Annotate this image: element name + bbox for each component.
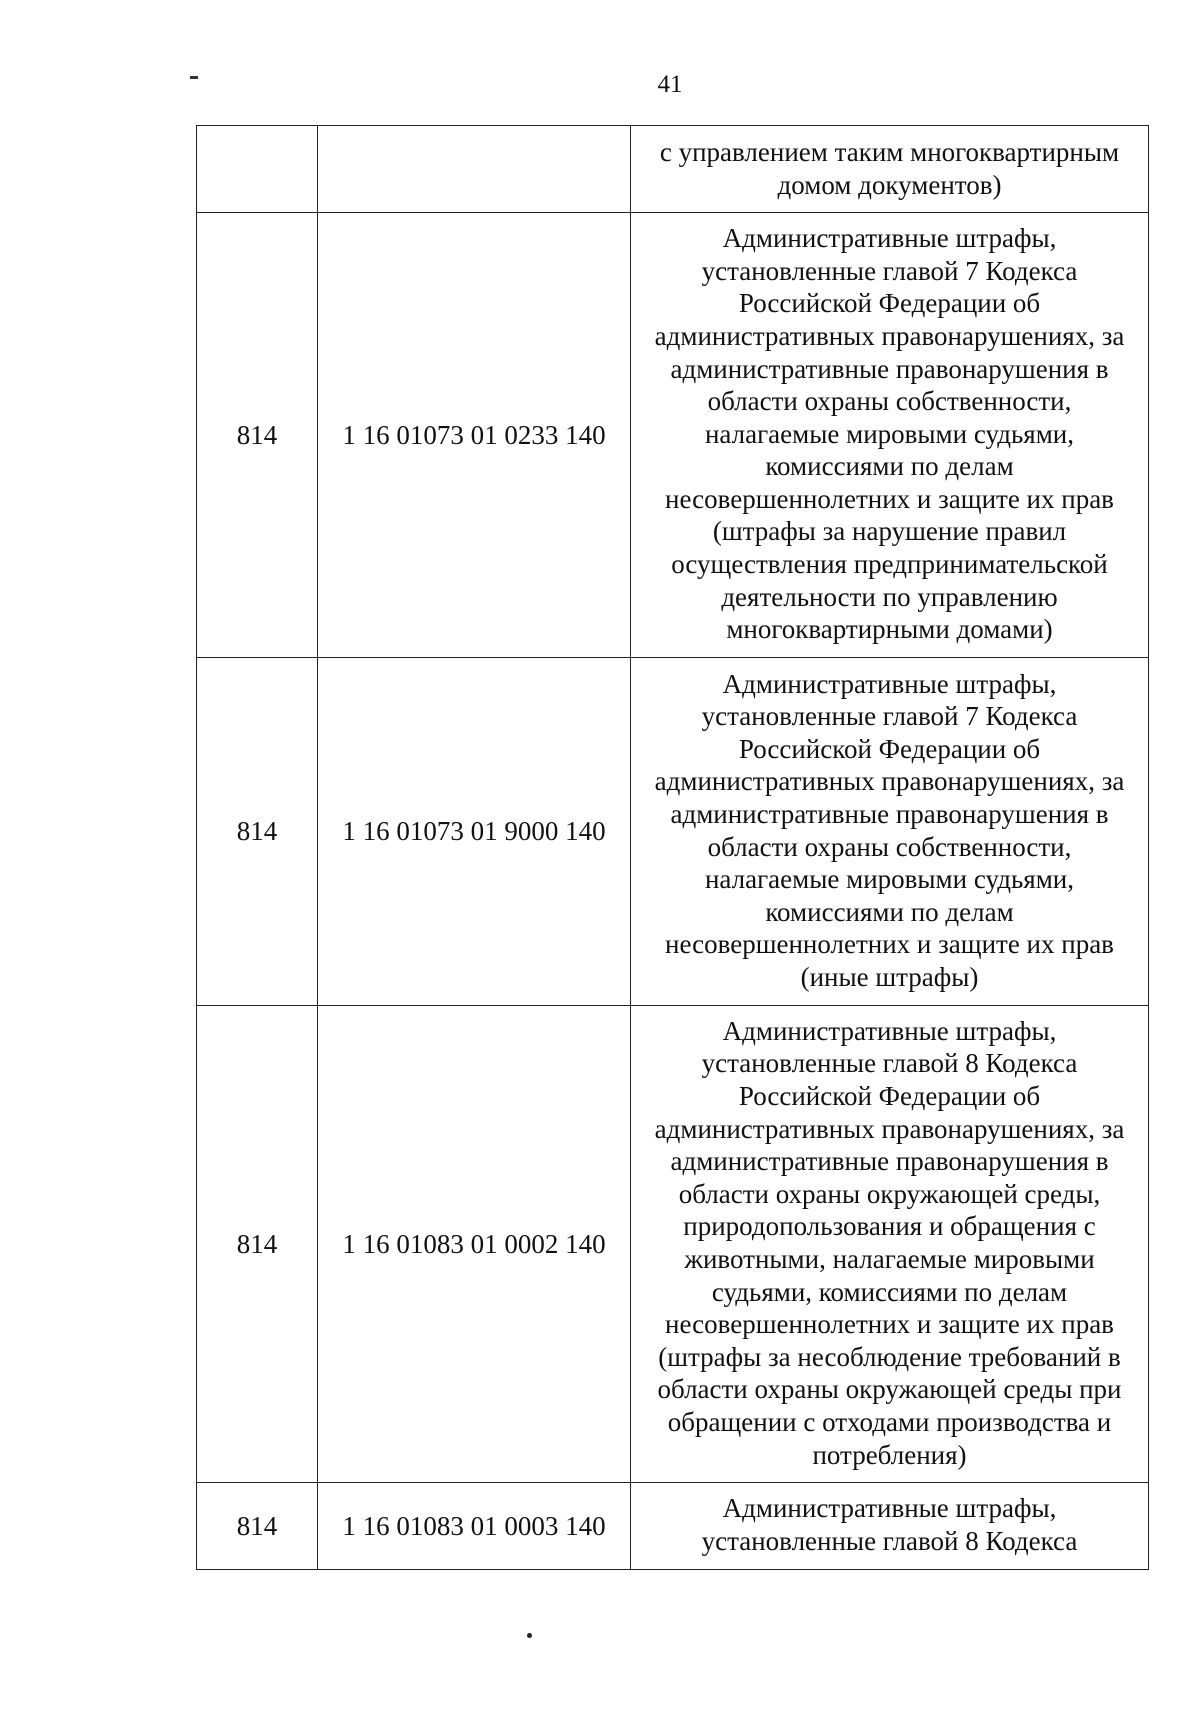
description-text: Административные штрафы, установленные главой 7 Кодекса Российской Федерации об административных правонарушениях, за административные правонарушения в области охраны собственности, налагаемые мировыми судьями, комиссиями по делам несовершеннолетних и защите их прав (иные штрафы) [654,668,1125,992]
description-cell [631,658,1149,1006]
admin-code-cell: 814 [197,1483,318,1570]
description-cell [631,126,1149,213]
page-number: 41 [657,71,683,98]
description-cell [631,213,1149,658]
admin-code-cell: 814 [197,658,318,1006]
kbk-code-cell: 1 16 01073 01 9000 140 [318,658,631,1006]
budget-codes-table [196,125,1149,1570]
admin-code-cell: 814 [197,213,318,658]
kbk-code-cell: 1 16 01083 01 0002 140 [318,1006,631,1483]
table-row [197,658,1149,1006]
table-row [197,1483,1149,1570]
table-row [197,126,1149,213]
table-row [197,1006,1149,1483]
description-cell [631,1006,1149,1483]
description-cell [631,1483,1149,1570]
description-text: Административные штрафы, установленные главой 8 Кодекса Российской Федерации об административных правонарушениях, за административные правонарушения в области охраны окружающей среды, природопользования и обращения с животными, налагаемые мировыми судьями, комиссиями по делам несовершеннолетних и защите их прав (штрафы за несоблюдение требований в области охраны окружающей среды при обращении с отходами производства и потребления) [654,1015,1125,1470]
kbk-code-cell [318,126,631,213]
admin-code-cell [197,126,318,213]
kbk-code-cell: 1 16 01073 01 0233 140 [318,213,631,658]
admin-code-cell: 814 [197,1006,318,1483]
description-text: с управлением таким многоквартирным домом документов) [659,137,1120,200]
description-text: Административные штрафы, установленные главой 7 Кодекса Российской Федерации об административных правонарушениях, за административные правонарушения в области охраны собственности, налагаемые мировыми судьями, комиссиями по делам несовершеннолетних и защите их прав (штрафы за нарушение правил осуществления предпринимательской деятельности по управлению многоквартирными домами) [654,223,1125,645]
kbk-code-cell: 1 16 01083 01 0003 140 [318,1483,631,1570]
table-row [197,213,1149,658]
scan-dot [527,1633,532,1638]
description-text: Административные штрафы, установленные главой 8 Кодекса [701,1493,1078,1556]
